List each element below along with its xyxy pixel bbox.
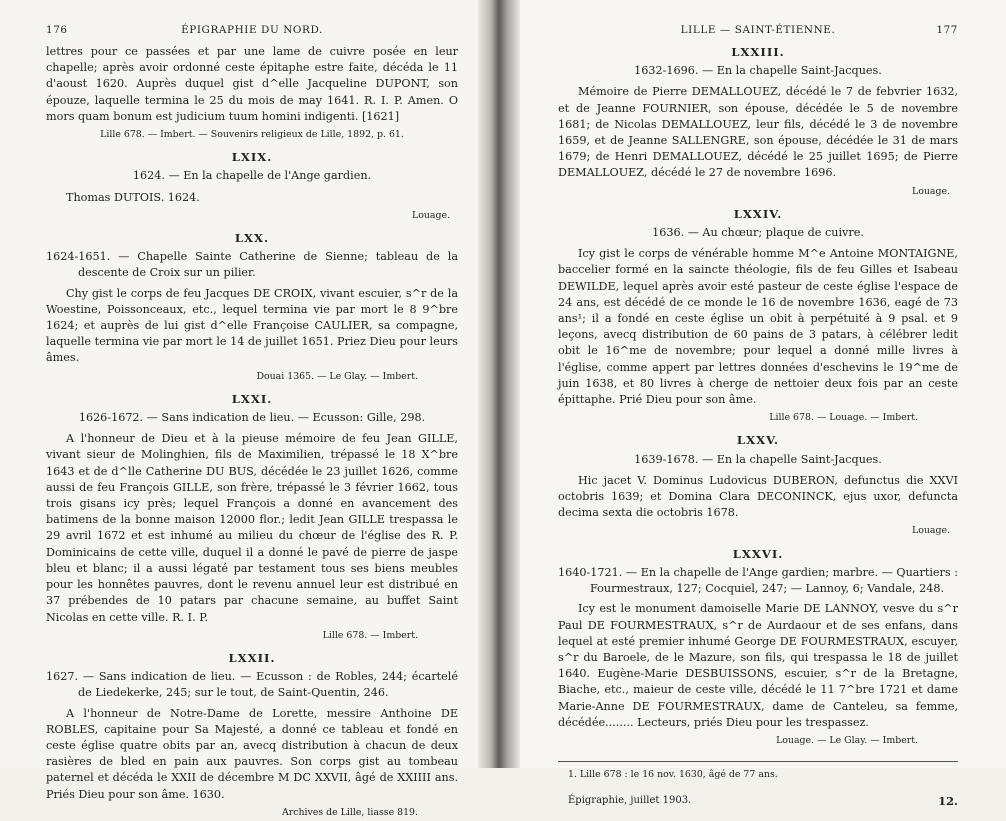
entry-70-number: LXX. [234, 231, 270, 246]
left-page [0, 0, 478, 818]
entry-74-text: Icy gist le corps de vénérable homme M^e Antoine MONTAIGNE, baccelier formé en la saincte théologie, fils de feu Gilles et Isabeau DEWILDE, lequel après avoir esté pasteur de ceste église l'espace de 24 ans, est décédé de ce monde le 16 de novembre 1636, eagé de 73 ans¹; il a fondé en ceste église un obit à perpétuité à 9 psal. et 9 leçons, avecq distribution de 60 pains de 3 patars, à célébrer ledit obit le 16^me de novembre; pour lequel a donné mille livres à l'église, comme appert par lettres données d'eschevins le 19^me de juin 1638, et 80 livres à cherge de nettoier deux fois par an ceste épittaphe. Prié Dieu pour son âme. [558, 247, 958, 407]
entry-72-number: LXXII. [228, 650, 276, 665]
entry-74-number: LXXIV. [733, 206, 783, 221]
footnote: 1. Lille 678 : le 16 nov. 1630, âgé de 77 ans. [568, 769, 778, 781]
entry-71-number: LXXI. [231, 391, 273, 406]
entry-69-heading: 1624. — En la chapelle de l'Ange gardien. [132, 169, 372, 183]
footer-publication: Épigraphie, juillet 1903. [568, 795, 692, 807]
left-page-number: 176 [46, 24, 68, 36]
entry-73-source: Louage. [911, 185, 950, 197]
entry-75-source: Louage. [911, 525, 950, 537]
entry-76-source: Louage. — Le Glay. — Imbert. [776, 734, 918, 746]
right-page-footer [558, 789, 958, 807]
book-gutter [478, 0, 520, 768]
entry-75-text: Hic jacet V. Dominus Ludovicus DUBERON, defunctus die XXVI octobris 1639; et Domina Clara DECONINCK, ejus uxor, defuncta decima sexta die octobris 1678. [558, 473, 958, 520]
left-running-head: ÉPIGRAPHIE DU NORD. [181, 24, 323, 36]
entry-74-heading: 1636. — Au chœur; plaque de cuivre. [652, 226, 864, 240]
right-page-header [558, 22, 958, 38]
right-running-head: LILLE — SAINT-ÉTIENNE. [680, 24, 836, 36]
footer-sheet-number: 12. [938, 794, 958, 809]
entry-71-text: A l'honneur de Dieu et à la pieuse mémoire de feu Jean GILLE, vivant sieur de Molinghien, fils de Maximilien, trépassé le 18 X^bre 1643 et de d^lle Catherine DU BUS, décédée le 23 juillet 1626, comme aussi de feu François GILLE, son frère, trépassé le 3 février 1662, tous trois gisans icy près; lequel François a donné en avancement des batimens de la bonne maison 12000 flor.; ledit Jean GILLE trespassa le 29 avril 1672 et est inhumé au milieu du chœur de l'église des R. P. Dominicains de cette ville, duquel il a donné le pavé de pierre de jaspe bleu et blanc; il a aussi légaté par testament tous ses biens meubles pour les honnêtes pauvres, dont le revenu annuel leur est distribué en 37 prébendes de 10 patars par chacune semaine, au buffet Saint Nicolas en cette ville. R. I. P. [46, 432, 458, 624]
entry-68-continuation: lettres pour ce passées et par une lame de cuivre posée en leur chapelle; après avoir ordonné ceste épitaphe estre faite, décéda le 11 d'aoust 1620. Auprès duquel gist d^elle Jacqueline DUPONT, son épouze, laquelle termina le 25 du mois de may 1641. R. I. P. Amen. O mors quam bonum est judicium tuum homini indigenti. [1621] [46, 45, 458, 123]
entry-70-heading: 1624-1651. — Chapelle Sainte Catherine de Sienne; tableau de la descente de Croix sur un pilier. [46, 250, 458, 280]
entry-76-text: Icy est le monument damoiselle Marie DE LANNOY, vesve du s^r Paul DE FOURMESTRAUX, s^r de Aurdaour et de ses enfans, dans lequel at esté premier inhumé George DE FOURMESTRAUX, escuyer, s^r du Baroele, de le Mazure, son fils, qui trespassa le 18 de juillet 1640. Eugène-Marie DESBUISSONS, escuier, s^r de la Bretagne, Biache, etc., maieur de ceste ville, décédé le 11 7^bre 1721 et dame Marie-Anne DE FOURMESTRAUX, dame de Canteleu, sa femme, décédée........ Lecteurs, priés Dieu pour les trespassez. [558, 602, 958, 729]
entry-69-text: Thomas DUTOIS. 1624. [66, 190, 200, 204]
entry-72-heading: 1627. — Sans indication de lieu. — Ecusson : de Robles, 244; écartelé de Liedekerke, 245; sur le tout, de Saint-Quentin, 246. [46, 670, 458, 700]
entry-73-heading: 1632-1696. — En la chapelle Saint-Jacques. [634, 64, 882, 78]
entry-73-number: LXXIII. [731, 45, 785, 59]
entry-75-number: LXXV. [736, 433, 780, 448]
entry-72-source: Archives de Lille, liasse 819. [281, 806, 418, 818]
entry-73-text: Mémoire de Pierre DEMALLOUEZ, décédé le 7 de febvrier 1632, et de Jeanne FOURNIER, son épouse, décédée le 5 de novembre 1681; de Nicolas DEMALLOUEZ, leur fils, décédé le 3 de novembre 1659, et de Jeanne SALLENGRE, son épouse, décédée le 31 de mars 1679; de Henri DEMALLOUEZ, décédé le 25 juillet 1695; de Pierre DEMALLOUEZ, décédé le 27 de novembre 1696. [558, 85, 958, 180]
entry-71-source: Lille 678. — Imbert. [322, 629, 418, 641]
entry-76-heading: 1640-1721. — En la chapelle de l'Ange gardien; marbre. — Quartiers : Fourmestraux, 127; Cocquiel, 247; — Lannoy, 6; Vandale, 248. [558, 565, 958, 596]
left-page-header [46, 22, 458, 38]
entry-75-heading: 1639-1678. — En la chapelle Saint-Jacques. [634, 452, 882, 466]
right-page-number: 177 [936, 24, 958, 36]
entry-68-source: Lille 678. — Imbert. — Souvenirs religieux de Lille, 1892, p. 61. [100, 129, 404, 141]
entry-69-number: LXIX. [231, 150, 273, 165]
entry-74-source: Lille 678. — Louage. — Imbert. [769, 412, 918, 424]
footnote-rule [558, 761, 958, 762]
entry-76-number: LXXVI. [732, 546, 784, 561]
entry-70-text: Chy gist le corps de feu Jacques DE CROIX, vivant escuier, s^r de la Woestine, Poissonceaux, etc., lequel termina vie par mort le 8 9^bre 1624; et auprès de lui gist d^elle Françoise CAULIER, sa compagne, laquelle termina vie par mort le 14 de juillet 1651. Priez Dieu pour leurs âmes. [46, 286, 458, 365]
entry-71-heading: 1626-1672. — Sans indication de lieu. — Ecusson: Gille, 298. [78, 411, 426, 425]
entry-72-text: A l'honneur de Notre-Dame de Lorette, messire Anthoine DE ROBLES, capitaine pour Sa Majesté, a donné ce tableau et fondé en ceste église quatre obits par an, avecq distribution à chacun de deux rasières de bled en pain aux pauvres. Son corps gist au tombeau paternel et décéda le XXII de décembre M DC XXVII, âgé de XXIIII ans. Priés Dieu pour son âme. 1630. [46, 706, 458, 801]
right-page [520, 0, 1006, 809]
entry-69-source: Louage. [411, 209, 450, 221]
entry-70-source: Douai 1365. — Le Glay. — Imbert. [256, 370, 418, 382]
